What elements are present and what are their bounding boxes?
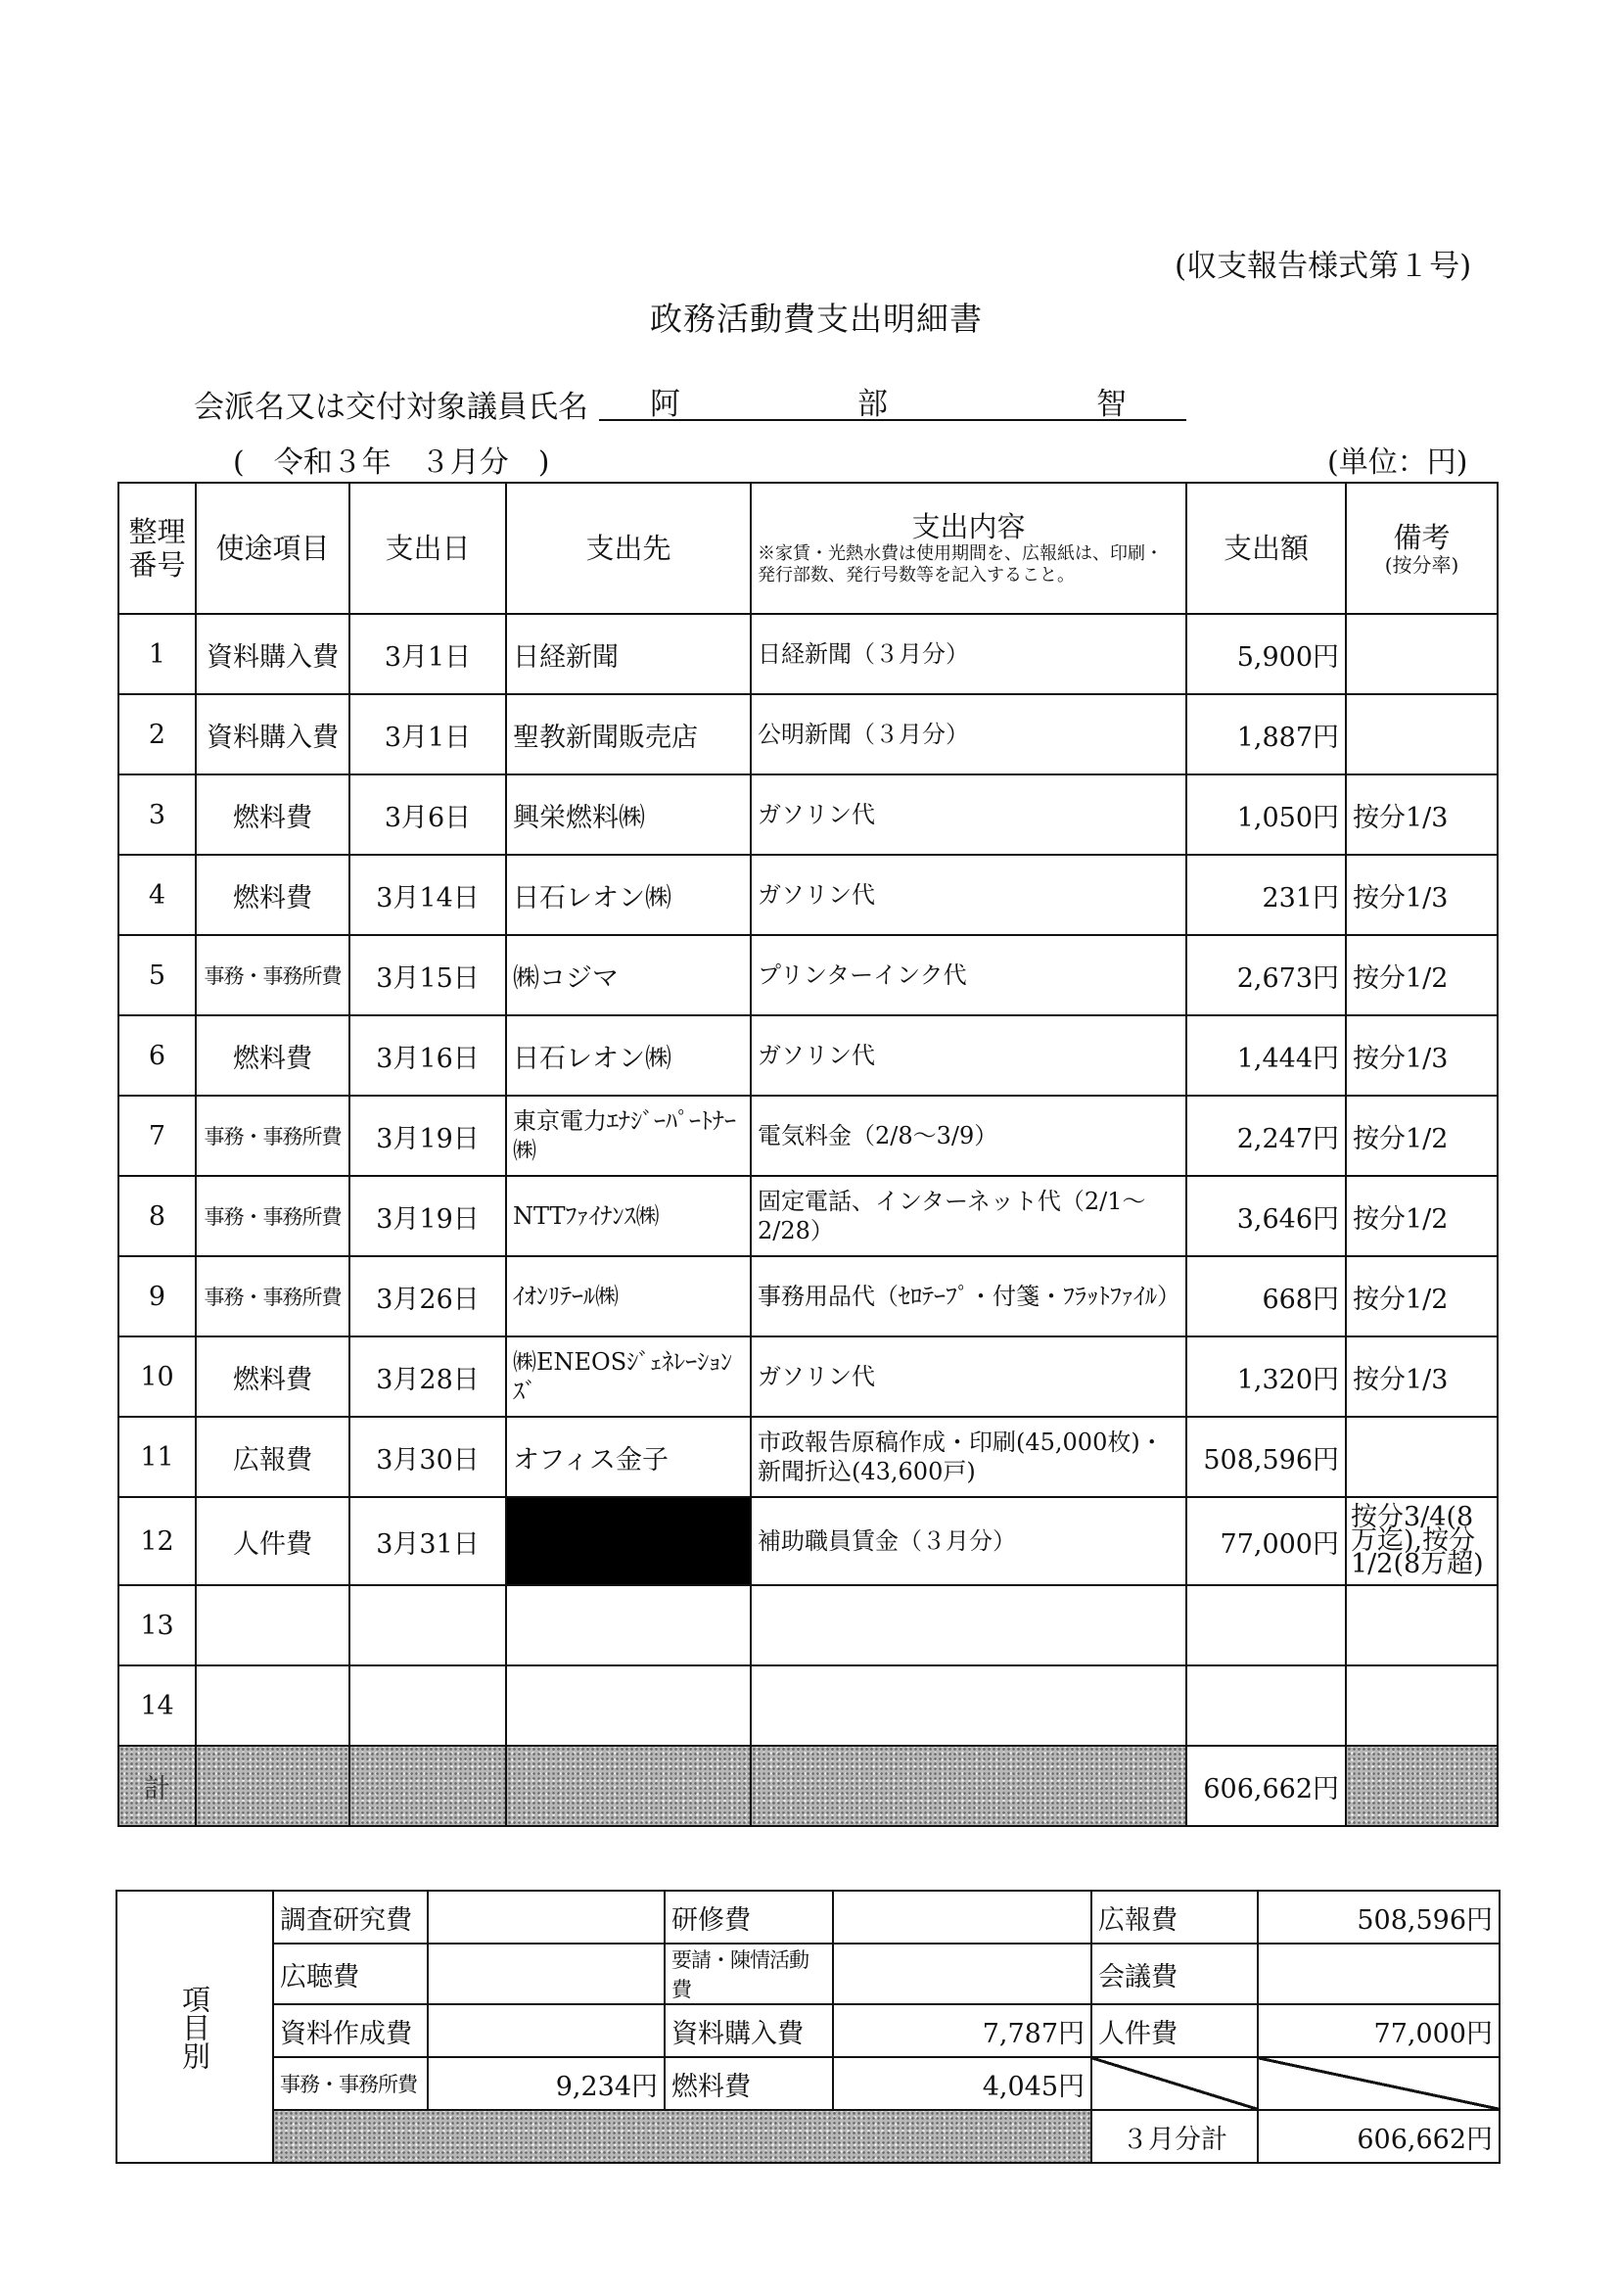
- header-content-note: ※家賃・光熱水費は使用期間を、広報紙は、印刷・発行部数、発行号数等を記入すること。: [758, 543, 1163, 586]
- value-month-total: 606,662円: [1258, 2110, 1500, 2163]
- table-row: [118, 1336, 1498, 1417]
- cell-remarks: [1346, 1585, 1498, 1665]
- table-row: [118, 1256, 1498, 1336]
- document-title: 政務活動費支出明細書: [650, 300, 983, 338]
- cell-no: 9: [118, 1256, 196, 1336]
- cell-content: 固定電話、インターネット代（2/1～2/28）: [751, 1176, 1186, 1256]
- cell-category: [196, 1665, 349, 1746]
- cell-no: 8: [118, 1176, 196, 1256]
- cell-category: 資料購入費: [196, 614, 349, 694]
- cell-no: 12: [118, 1497, 196, 1585]
- shaded-cell: [349, 1746, 506, 1826]
- cell-payee: ㈱ENEOSｼﾞｪﾈﾚｰｼｮﾝｽﾞ: [506, 1336, 751, 1417]
- value-research: [428, 1891, 665, 1944]
- cell-content: [751, 1665, 1186, 1746]
- cell-category: 燃料費: [196, 774, 349, 855]
- header-no: 整理番号: [118, 483, 196, 614]
- cell-content: ガソリン代: [751, 1015, 1186, 1096]
- cell-amount: [1186, 1665, 1346, 1746]
- value-meeting: [1258, 1944, 1500, 2004]
- member-name-part: 智: [1096, 387, 1127, 422]
- table-row: [118, 1417, 1498, 1497]
- header-content: [751, 483, 1186, 614]
- cell-payee: 日石レオン㈱: [506, 1015, 751, 1096]
- table-row: [118, 614, 1498, 694]
- cell-category: [196, 1585, 349, 1665]
- table-row: [118, 1497, 1498, 1585]
- category-summary-table: [116, 1890, 1501, 2164]
- cell-category: 広報費: [196, 1417, 349, 1497]
- cell-date: 3月6日: [349, 774, 506, 855]
- cell-date: 3月14日: [349, 855, 506, 935]
- diagonal-cell: [1258, 2057, 1500, 2110]
- cell-amount: 3,646円: [1186, 1176, 1346, 1256]
- label-meeting: 会議費: [1091, 1944, 1258, 2004]
- cell-category: 事務・事務所費: [196, 935, 349, 1015]
- cell-category: 事務・事務所費: [196, 1096, 349, 1176]
- cell-payee: [506, 1665, 751, 1746]
- value-materials: [428, 2004, 665, 2057]
- header-date: 支出日: [349, 483, 506, 614]
- report-period: ( 令和３年 ３月分 ): [233, 445, 550, 480]
- label-personnel: 人件費: [1091, 2004, 1258, 2057]
- cell-content: ガソリン代: [751, 1336, 1186, 1417]
- expense-table: [117, 482, 1499, 1827]
- cell-category: 燃料費: [196, 855, 349, 935]
- cell-payee: ㈱コジマ: [506, 935, 751, 1015]
- cell-remarks: 按分1/3: [1346, 774, 1498, 855]
- cell-no: 4: [118, 855, 196, 935]
- label-month-total: ３月分計: [1091, 2110, 1258, 2163]
- cell-date: 3月19日: [349, 1176, 506, 1256]
- cell-amount: 1,887円: [1186, 694, 1346, 774]
- shaded-cell: [1346, 1746, 1498, 1826]
- cell-content: 事務用品代（ｾﾛﾃｰﾌﾟ・付箋・ﾌﾗｯﾄﾌｧｲﾙ）: [751, 1256, 1186, 1336]
- cell-payee: [506, 1585, 751, 1665]
- value-pr: 508,596円: [1258, 1891, 1500, 1944]
- label-fuel: 燃料費: [665, 2057, 833, 2110]
- cell-date: 3月19日: [349, 1096, 506, 1176]
- header-remarks-sub: (按分率): [1384, 553, 1459, 577]
- category-side-label: 項目別: [116, 1891, 273, 2163]
- member-name-part: 阿: [650, 387, 680, 422]
- cell-amount: [1186, 1585, 1346, 1665]
- cell-no: 7: [118, 1096, 196, 1176]
- cell-no: 1: [118, 614, 196, 694]
- header-remarks: [1346, 483, 1498, 614]
- value-office: 9,234円: [428, 2057, 665, 2110]
- cell-payee: NTTﾌｧｲﾅﾝｽ㈱: [506, 1176, 751, 1256]
- redacted-payee: [506, 1497, 751, 1585]
- cell-no: 3: [118, 774, 196, 855]
- value-purchase: 7,787円: [833, 2004, 1091, 2057]
- cell-payee: 興栄燃料㈱: [506, 774, 751, 855]
- table-row: [118, 1015, 1498, 1096]
- cell-category: 資料購入費: [196, 694, 349, 774]
- cell-category: 燃料費: [196, 1015, 349, 1096]
- cell-remarks: [1346, 694, 1498, 774]
- value-training: [833, 1891, 1091, 1944]
- cell-amount: 2,247円: [1186, 1096, 1346, 1176]
- member-label: 会派名又は交付対象議員氏名: [194, 390, 588, 425]
- unit-label: (単位：円): [1327, 445, 1468, 480]
- cell-content: ガソリン代: [751, 855, 1186, 935]
- label-materials: 資料作成費: [273, 2004, 428, 2057]
- summary-row: [116, 2004, 1500, 2057]
- cell-date: 3月28日: [349, 1336, 506, 1417]
- cell-date: [349, 1665, 506, 1746]
- cell-remarks: 按分1/2: [1346, 935, 1498, 1015]
- cell-payee: 東京電力ｴﾅｼﾞｰﾊﾟｰﾄﾅｰ㈱: [506, 1096, 751, 1176]
- cell-category: 事務・事務所費: [196, 1256, 349, 1336]
- label-purchase: 資料購入費: [665, 2004, 833, 2057]
- cell-remarks: 按分1/2: [1346, 1096, 1498, 1176]
- cell-category: 事務・事務所費: [196, 1176, 349, 1256]
- cell-remarks: 按分1/2: [1346, 1256, 1498, 1336]
- cell-no: 6: [118, 1015, 196, 1096]
- cell-amount: 1,320円: [1186, 1336, 1346, 1417]
- label-petition: 要請・陳情活動費: [665, 1944, 833, 2004]
- table-row: [118, 1176, 1498, 1256]
- value-hearing: [428, 1944, 665, 2004]
- cell-amount: 2,673円: [1186, 935, 1346, 1015]
- cell-content: 補助職員賃金（３月分）: [751, 1497, 1186, 1585]
- form-number: (収支報告様式第１号): [1175, 249, 1472, 284]
- summary-row: [116, 2057, 1500, 2110]
- member-name-part: 部: [857, 387, 888, 422]
- cell-category: 燃料費: [196, 1336, 349, 1417]
- cell-amount: 231円: [1186, 855, 1346, 935]
- cell-date: 3月16日: [349, 1015, 506, 1096]
- cell-amount: 77,000円: [1186, 1497, 1346, 1585]
- cell-content: 市政報告原稿作成・印刷(45,000枚)・新聞折込(43,600戸): [751, 1417, 1186, 1497]
- cell-remarks: 按分3/4(8万迄),按分1/2(8万超): [1346, 1497, 1498, 1585]
- shaded-cell: [273, 2110, 1091, 2163]
- cell-date: 3月26日: [349, 1256, 506, 1336]
- total-label: 計: [118, 1746, 196, 1826]
- label-research: 調査研究費: [273, 1891, 428, 1944]
- cell-remarks: 按分1/3: [1346, 855, 1498, 935]
- table-header-row: [118, 483, 1498, 614]
- value-petition: [833, 1944, 1091, 2004]
- cell-remarks: [1346, 1665, 1498, 1746]
- total-row: [118, 1746, 1498, 1826]
- cell-payee: ｲｵﾝﾘﾃｰﾙ㈱: [506, 1256, 751, 1336]
- cell-no: 2: [118, 694, 196, 774]
- table-row: [118, 774, 1498, 855]
- cell-amount: 1,050円: [1186, 774, 1346, 855]
- cell-remarks: 按分1/3: [1346, 1015, 1498, 1096]
- cell-content: 電気料金（2/8～3/9）: [751, 1096, 1186, 1176]
- cell-content: 日経新聞（３月分）: [751, 614, 1186, 694]
- cell-payee: 日経新聞: [506, 614, 751, 694]
- cell-no: 10: [118, 1336, 196, 1417]
- table-row: [118, 935, 1498, 1015]
- cell-remarks: [1346, 1417, 1498, 1497]
- cell-remarks: 按分1/2: [1346, 1176, 1498, 1256]
- cell-content: 公明新聞（３月分）: [751, 694, 1186, 774]
- cell-date: 3月30日: [349, 1417, 506, 1497]
- cell-date: 3月1日: [349, 694, 506, 774]
- cell-no: 13: [118, 1585, 196, 1665]
- header-content-label: 支出内容: [911, 510, 1026, 543]
- summary-row: [116, 1944, 1500, 2004]
- cell-date: 3月15日: [349, 935, 506, 1015]
- table-row: [118, 694, 1498, 774]
- header-category: 使途項目: [196, 483, 349, 614]
- label-training: 研修費: [665, 1891, 833, 1944]
- cell-remarks: 按分1/3: [1346, 1336, 1498, 1417]
- value-fuel: 4,045円: [833, 2057, 1091, 2110]
- cell-remarks: [1346, 614, 1498, 694]
- cell-no: 14: [118, 1665, 196, 1746]
- cell-amount: 5,900円: [1186, 614, 1346, 694]
- cell-payee: 聖教新聞販売店: [506, 694, 751, 774]
- table-row: [118, 1585, 1498, 1665]
- cell-no: 11: [118, 1417, 196, 1497]
- shaded-cell: [506, 1746, 751, 1826]
- cell-category: 人件費: [196, 1497, 349, 1585]
- shaded-cell: [751, 1746, 1186, 1826]
- cell-amount: 668円: [1186, 1256, 1346, 1336]
- header-payee: 支出先: [506, 483, 751, 614]
- cell-date: 3月1日: [349, 614, 506, 694]
- cell-amount: 508,596円: [1186, 1417, 1346, 1497]
- table-row: [118, 1665, 1498, 1746]
- value-personnel: 77,000円: [1258, 2004, 1500, 2057]
- shaded-cell: [196, 1746, 349, 1826]
- summary-row: [116, 2110, 1500, 2163]
- cell-content: プリンターインク代: [751, 935, 1186, 1015]
- cell-date: 3月31日: [349, 1497, 506, 1585]
- label-office: 事務・事務所費: [273, 2057, 428, 2110]
- diagonal-cell: [1091, 2057, 1258, 2110]
- table-row: [118, 855, 1498, 935]
- label-hearing: 広聴費: [273, 1944, 428, 2004]
- cell-no: 5: [118, 935, 196, 1015]
- cell-content: [751, 1585, 1186, 1665]
- total-amount: 606,662円: [1186, 1746, 1346, 1826]
- cell-payee: 日石レオン㈱: [506, 855, 751, 935]
- summary-row: [116, 1891, 1500, 1944]
- cell-date: [349, 1585, 506, 1665]
- header-remarks-label: 備考: [1393, 521, 1451, 554]
- label-pr: 広報費: [1091, 1891, 1258, 1944]
- cell-content: ガソリン代: [751, 774, 1186, 855]
- cell-amount: 1,444円: [1186, 1015, 1346, 1096]
- cell-payee: オフィス金子: [506, 1417, 751, 1497]
- table-row: [118, 1096, 1498, 1176]
- header-amount: 支出額: [1186, 483, 1346, 614]
